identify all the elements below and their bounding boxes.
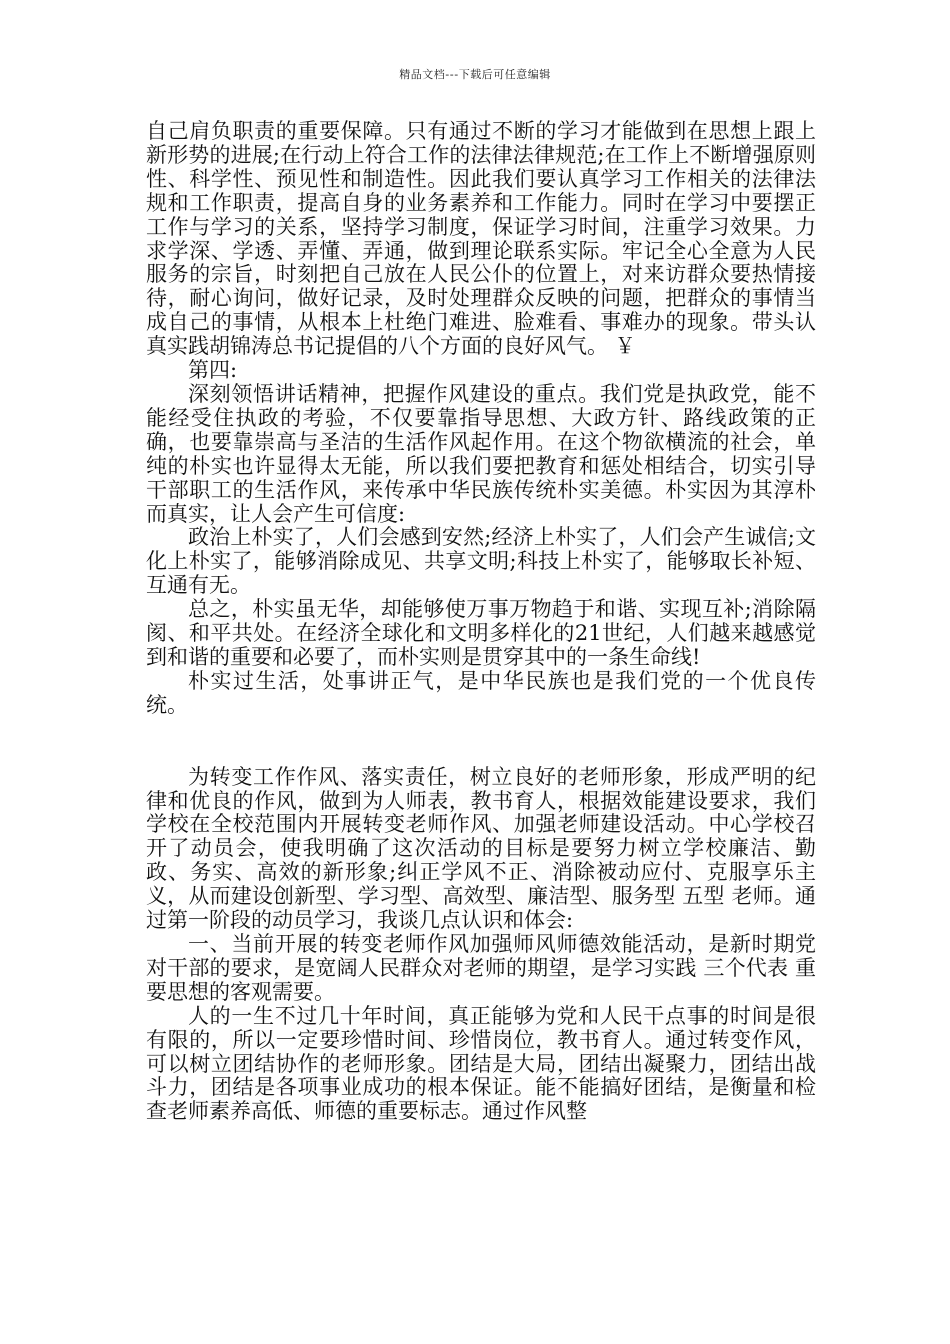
- paragraph-simplicity-aspects: 政治上朴实了，人们会感到安然;经济上朴实了，人们会产生诚信;文化上朴实了，能够消除成见、共享文明;科技上朴实了，能够取长补短、互通有无。: [146, 525, 816, 598]
- section-heading-fourth: 第四:: [188, 358, 238, 383]
- page-header-watermark: 精品文档---下载后可任意编辑: [399, 68, 551, 81]
- paragraph-tradition: 朴实过生活，处事讲正气，是中华民族也是我们党的一个优良传统。: [146, 668, 816, 717]
- paragraph-point-one: 一、当前开展的转变老师作风加强师风师德效能活动，是新时期党对干部的要求，是宽阔人民群众对老师的期望，是学习实践 三个代表 重要思想的客观需要。: [146, 932, 816, 1004]
- paragraph-continuation: 自己肩负职责的重要保障。只有通过不断的学习才能做到在思想上跟上新形势的进展;在行动上符合工作的法律法律规范;在工作上不断增强原则性、科学性、预见性和制造性。因此我们要认真学习工作相关的法律法规和工作职责，提高自身的业务素养和工作能力。同时在学习中要摆正工作与学习的关系，坚持学习制度，保证学习时间，注重学习效果。力求学深、学透、弄懂、弄通，做到理论联系实际。牢记全心全意为人民服务的宗旨，时刻把自己放在人民公仆的位置上，对来访群众要热情接待，耐心询问，做好记录，及时处理群众反映的问题，把群众的事情当成自己的事情，从根本上杜绝门难进、脸难看、事难办的现象。带头认真实践胡锦涛总书记提倡的八个方面的良好风气。 ￥: [146, 119, 816, 359]
- section-spacer: [146, 718, 816, 766]
- paragraph-conclusion: 总之，朴实虽无华，却能够使万事万物趋于和谐、实现互补;消除隔阂、和平共处。在经济全球化和文明多样化的21世纪，人们越来越感觉到和谐的重要和必要了，而朴实则是贯穿其中的一条生命线!: [146, 597, 816, 669]
- paragraph-teacher-style-intro: 为转变工作作风、落实责任，树立良好的老师形象，形成严明的纪律和优良的作风，做到为人师表，教书育人，根据效能建设要求，我们学校在全校范围内开展转变老师作风、加强老师建设活动。中心学校召开了动员会，使我明确了这次活动的目标是要努力树立学校廉洁、勤政、务实、高效的新形象;纠正学风不正、消除被动应付、克服享乐主义，从而建设创新型、学习型、高效型、廉洁型、服务型 五型 老师。通过第一阶段的动员学习，我谈几点认识和体会:: [146, 764, 816, 933]
- document-body: [146, 120, 816, 1124]
- paragraph-work-style-focus: 深刻领悟讲话精神，把握作风建设的重点。我们党是执政党，能不能经受住执政的考验，不仅要靠指导思想、大政方针、路线政策的正确，也要靠崇高与圣洁的生活作风起作用。在这个物欲横流的社会，单纯的朴实也许显得太无能，所以我们要把教育和惩处相结合，切实引导干部职工的生活作风，来传承中华民族传统朴实美德。朴实因为其淳朴而真实，让人会产生可信度:: [146, 381, 816, 526]
- paragraph-time-and-unity: 人的一生不过几十年时间，真正能够为党和人民干点事的时间是很有限的，所以一定要珍惜时间、珍惜岗位，教书育人。通过转变作风，可以树立团结协作的老师形象。团结是大局，团结出凝聚力，团结出战斗力，团结是各项事业成功的根本保证。能不能搞好团结，是衡量和检查老师素养高低、师德的重要标志。通过作风整: [146, 1003, 816, 1124]
